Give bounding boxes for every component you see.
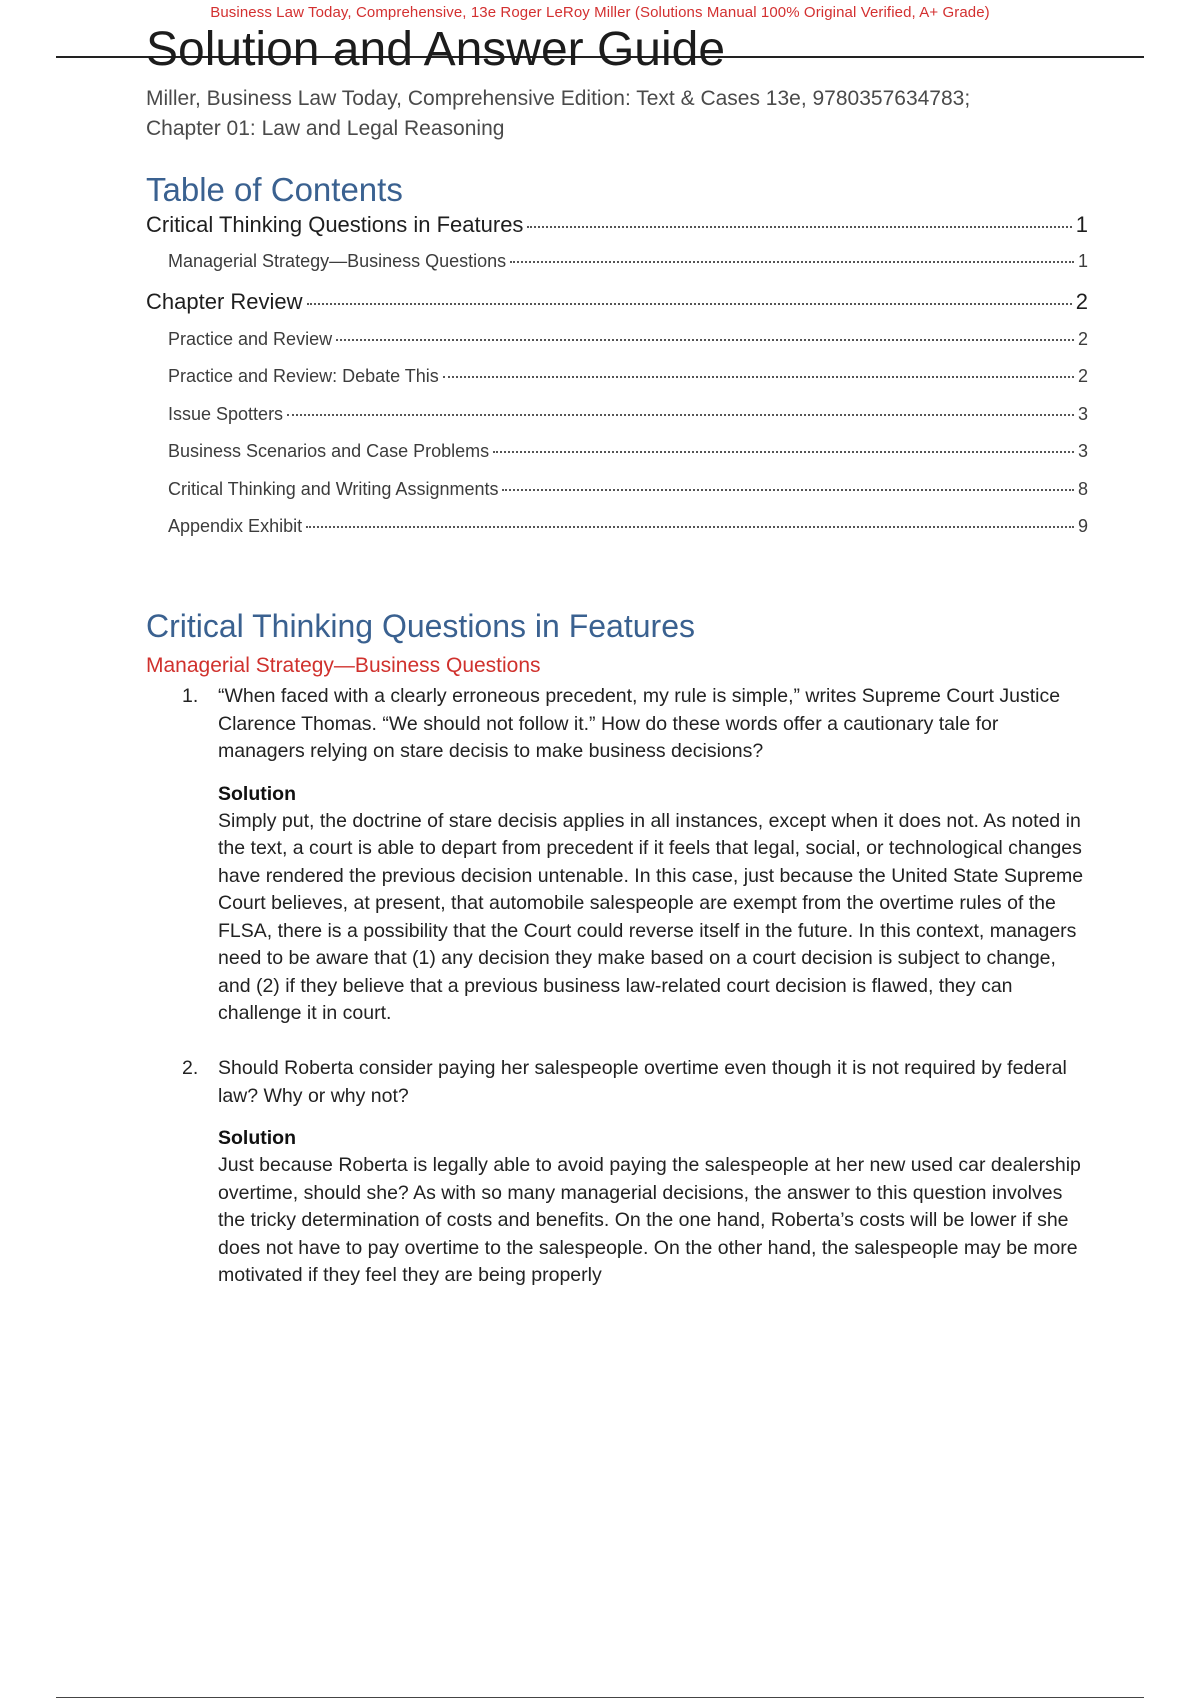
toc-leader-dots	[307, 303, 1072, 305]
toc-entry-page: 1	[1075, 212, 1088, 237]
toc-leader-dots	[336, 339, 1074, 341]
toc-entry-label: Issue Spotters	[168, 404, 284, 424]
document-subtitle	[146, 84, 970, 144]
toc-entry-label: Appendix Exhibit	[168, 516, 303, 536]
toc-entry-page: 1	[1077, 251, 1088, 271]
toc-entry-label: Business Scenarios and Case Problems	[168, 441, 490, 461]
toc-entry-label: Critical Thinking and Writing Assignments	[168, 479, 499, 499]
question-body	[218, 683, 1086, 1028]
page-bottom-rule	[56, 1697, 1144, 1698]
toc-entry-writing-assignments[interactable]	[168, 479, 1088, 500]
solution-label: Solution	[218, 1127, 296, 1149]
question-text: “When faced with a clearly erroneous precedent, my rule is simple,” writes Supreme Court Justice Clarence Thomas. “We should not follow it.” How do these words offer a cautionary tale for managers relying on stare decisis to make business decisions?	[218, 685, 1061, 762]
toc-entry-label: Critical Thinking Questions in Features	[146, 212, 524, 237]
toc-entry-label: Practice and Review: Debate This	[168, 366, 439, 386]
toc-entry-page: 2	[1077, 329, 1088, 349]
section-heading: Critical Thinking Questions in Features	[146, 608, 695, 644]
solution-text: Just because Roberta is legally able to avoid paying the salespeople at her new used car dealership overtime, should she? As with so many managerial decisions, the answer to this question involves the tricky determination of costs and benefits. On the one hand, Roberta’s costs will be lower if she does not have to pay overtime to the salespeople. On the other hand, the salespeople may be more motivated if they feel they are being properly	[218, 1154, 1081, 1286]
toc-entry-managerial-strategy[interactable]	[168, 251, 1088, 272]
toc-entry-appendix-exhibit[interactable]	[168, 516, 1088, 537]
toc-entry-label: Practice and Review	[168, 329, 333, 349]
toc-entry-page: 3	[1077, 404, 1088, 424]
subsection-heading: Managerial Strategy—Business Questions	[146, 654, 541, 677]
toc-leader-dots	[287, 414, 1074, 416]
toc-entry-debate-this[interactable]	[168, 366, 1088, 387]
subtitle-line-1: Miller, Business Law Today, Comprehensive Edition: Text & Cases 13e, 9780357634783;	[146, 87, 971, 110]
toc-entry-critical-thinking[interactable]	[146, 212, 1088, 238]
question-text: Should Roberta consider paying her salespeople overtime even though it is not required by federal law? Why or why not?	[218, 1057, 1067, 1107]
toc-entry-page: 3	[1077, 441, 1088, 461]
toc-heading: Table of Contents	[146, 171, 403, 208]
toc-entry-practice-review[interactable]	[168, 329, 1088, 350]
solution-text: Simply put, the doctrine of stare decisis applies in all instances, except when it does not. As noted in the text, a court is able to depart from precedent if it feels that legal, social, or technological changes have rendered the previous decision untenable. In this case, just because the United State Supreme Court believes, at present, that automobile salespeople are exempt from the overtime rules of the FLSA, there is a possibility that the Court could reverse itself in the future. In this context, managers need to be aware that (1) any decision they make based on a court decision is subject to change, and (2) if they believe that a previous business law-related court decision is flawed, they can challenge it in court.	[218, 809, 1084, 1024]
toc-leader-dots	[510, 261, 1074, 263]
toc-leader-dots	[502, 489, 1074, 491]
solution-label: Solution	[218, 782, 296, 805]
document-title: Solution and Answer Guide	[146, 23, 726, 76]
toc-leader-dots	[443, 376, 1074, 378]
toc-entry-page: 9	[1077, 516, 1088, 536]
toc-entry-business-scenarios[interactable]	[168, 441, 1088, 462]
toc-entry-label: Chapter Review	[146, 289, 303, 314]
toc-entry-page: 2	[1075, 289, 1088, 314]
toc-entry-page: 2	[1077, 366, 1088, 386]
question-body	[218, 1055, 1086, 1290]
subtitle-line-2: Chapter 01: Law and Legal Reasoning	[146, 117, 505, 140]
toc-leader-dots	[493, 451, 1074, 453]
toc-entry-chapter-review[interactable]	[146, 289, 1088, 315]
toc-entry-page: 8	[1077, 479, 1088, 499]
toc-entry-label: Managerial Strategy—Business Questions	[168, 251, 507, 271]
toc-entry-issue-spotters[interactable]	[168, 404, 1088, 425]
watermark-banner: Business Law Today, Comprehensive, 13e Roger LeRoy Miller (Solutions Manual 100% Original Verified, A+ Grade)	[210, 4, 990, 21]
question-number: 2.	[182, 1057, 199, 1079]
question-number: 1.	[182, 685, 199, 707]
toc-leader-dots	[527, 226, 1071, 228]
toc-leader-dots	[306, 526, 1074, 528]
